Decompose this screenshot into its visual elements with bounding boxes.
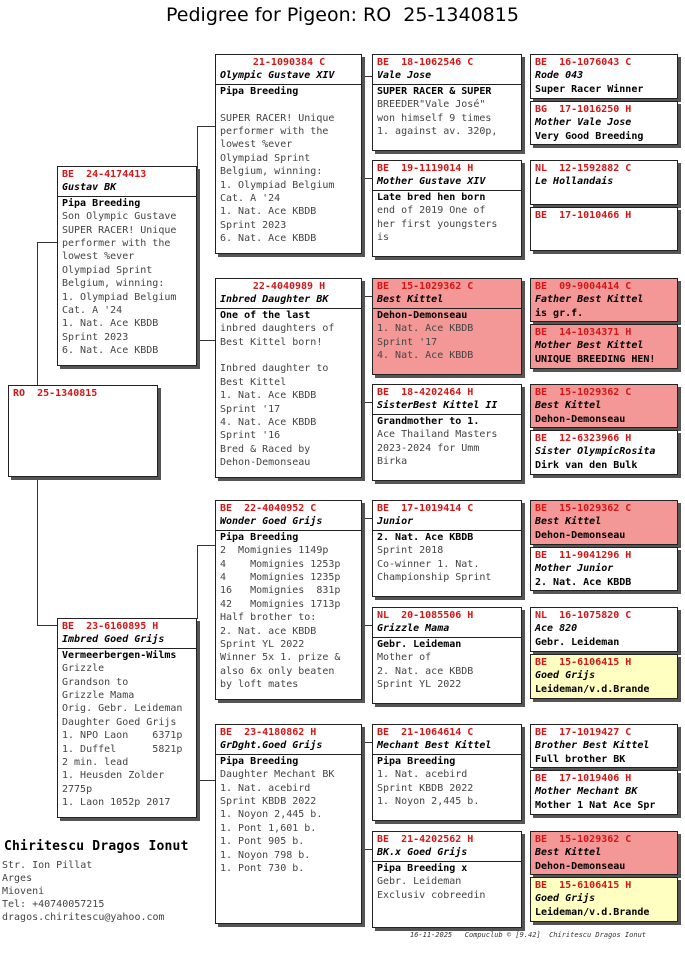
connector-line <box>37 477 38 625</box>
breeder-address-line: Arges <box>2 873 33 884</box>
great-great-grandparent-card[interactable] <box>530 607 678 652</box>
grandsire-sire-card[interactable] <box>215 54 362 254</box>
great-great-grandparent-card[interactable] <box>530 207 678 251</box>
page-title: Pedigree for Pigeon: RO 25-1340815 <box>166 4 519 26</box>
pigeon-name: Rode 043 <box>535 70 584 82</box>
pigeon-name: Vale Jose <box>373 69 521 84</box>
pigeon-owner: 2. Nat. Ace KBDB <box>377 531 474 543</box>
pigeon-owner: SUPER RACER & SUPER <box>377 85 492 97</box>
connector-line <box>197 780 215 781</box>
connector-line <box>362 296 363 402</box>
connector-line <box>362 518 372 519</box>
great-great-grandparent-card[interactable] <box>530 547 678 591</box>
great-great-grandparent-card[interactable] <box>530 384 678 428</box>
ring-number: BE 18-1062546 C <box>377 57 474 68</box>
breeder-email[interactable]: dragos.chiritescu@yahoo.com <box>2 912 165 923</box>
footer-credits: 16-11-2025 Compuclub © [9.42] Chiritescu Dragos Ionut <box>410 931 647 939</box>
great-great-grandparent-card[interactable] <box>530 654 678 699</box>
connector-line <box>362 742 372 743</box>
ring-number: BE 17-1019406 H <box>535 773 632 784</box>
ring-number: BE 15-1029362 C <box>535 387 632 398</box>
pigeon-name: Goed Grijs <box>535 893 596 905</box>
pigeon-name: Mechant Best Kittel <box>373 739 521 754</box>
connector-line <box>37 242 38 385</box>
connector-line <box>523 188 524 218</box>
ring-number: BE 09-9004414 C <box>535 281 632 292</box>
ring-number: BE 15-1029362 C <box>377 281 474 292</box>
pigeon-owner: Gebr. Leideman <box>535 636 620 648</box>
ring-number: BE 21-1064614 C <box>377 727 474 738</box>
ring-number: NL 12-1592882 C <box>535 163 632 174</box>
pigeon-notes: 1. Nat. Ace KBDB Sprint '17 4. Nat. Ace KBDB <box>377 323 474 362</box>
pigeon-name: Mother Junior <box>535 563 614 575</box>
connector-line <box>362 518 363 625</box>
connector-line <box>37 625 57 626</box>
connector-line <box>197 545 215 546</box>
great-great-grandparent-card[interactable] <box>530 430 678 475</box>
pigeon-name: Le Hollandais <box>535 176 614 188</box>
ring-number: BE 14-1034371 H <box>535 327 632 338</box>
granddam-sire-card[interactable] <box>215 278 362 478</box>
ring-number: BE 24-4174413 <box>62 169 147 180</box>
pigeon-name: Junior <box>373 515 521 530</box>
breeder-address-line: Mioveni <box>2 886 45 897</box>
connector-line <box>362 296 372 297</box>
pigeon-name: Sister OlympicRosita <box>535 446 656 458</box>
connector-line <box>523 76 524 132</box>
pigeon-owner: is gr.f. <box>535 307 584 319</box>
pigeon-owner: Leideman/v.d.Brande <box>535 683 650 695</box>
great-great-grandparent-card[interactable] <box>530 500 678 545</box>
pigeon-name: Gustav BK <box>58 181 196 196</box>
connector-line <box>362 402 372 403</box>
pigeon-name: Mother Gustave XIV <box>373 175 521 190</box>
great-great-grandparent-card[interactable] <box>530 877 678 922</box>
sire-card[interactable] <box>57 166 197 366</box>
connector-line <box>197 680 198 780</box>
connector-line <box>523 625 524 675</box>
great-great-grandparent-card[interactable] <box>530 101 678 145</box>
pigeon-notes: BREEDER"Vale José" won himself 9 times 1. against av. 320p, <box>377 99 498 138</box>
ring-number: BE 22-4040952 C <box>220 503 317 514</box>
ring-number: BE 15-6106415 H <box>535 880 632 891</box>
ring-number: BE 15-1029362 C <box>535 834 632 845</box>
pigeon-name: GrDght.Goed Grijs <box>216 739 361 754</box>
pigeon-name: Mother Mechant BK <box>535 786 638 798</box>
pigeon-owner: Dirk van den Bulk <box>535 459 638 471</box>
pigeon-owner: Pipa Breeding <box>220 85 299 97</box>
pigeon-notes: Daughter Mechant BK 1. Nat. acebird Sprint KBDB 2022 1. Noyon 2,445 b. 1. Pont 1,601 b. 1. Pont 905 b. 1. Noyon 798 b. 1. Pont 730 b. <box>220 769 335 875</box>
great-grandparent-card[interactable] <box>372 724 522 821</box>
connector-line <box>197 280 198 340</box>
pigeon-owner: Pipa Breeding <box>220 755 299 767</box>
connector-line <box>362 76 363 178</box>
grandsire-dam-card[interactable] <box>215 500 362 700</box>
ring-number: NL 20-1085506 H <box>377 610 474 621</box>
connector-line <box>362 178 372 179</box>
pigeon-name: Imbred Goed Grijs <box>58 633 196 648</box>
pigeon-owner: One of the last <box>220 309 311 321</box>
connector-line <box>523 402 524 450</box>
pigeon-owner: Mother 1 Nat Ace Spr <box>535 799 656 811</box>
pigeon-name: Mother Best Kittel <box>535 340 644 352</box>
connector-line <box>362 742 363 849</box>
pigeon-notes: Grizzle Grandson to Grizzle Mama Orig. Gebr. Leideman Daughter Goed Grijs 1. NPO Laon 6371p 1. Duffel 5821p 2 min. lead 1. Heusden Zolder 2775p 1. Laon 1052p 2017 <box>62 663 183 809</box>
pigeon-name: Goed Grijs <box>535 670 596 682</box>
pigeon-notes: SUPER RACER! Unique performer with the lowest %ever Olympiad Sprint Belgium, winning: 1. Olympiad Belgium Cat. A '24 1. Nat. Ace KBDB Sprint 2023 6. Nat. Ace KBDB <box>220 112 335 245</box>
great-great-grandparent-card[interactable] <box>530 324 678 369</box>
pigeon-notes: end of 2019 One of her first youngsters is <box>377 205 498 244</box>
granddam-dam-card[interactable] <box>215 724 362 924</box>
pigeon-owner: Pipa Breeding <box>62 197 141 209</box>
great-grandparent-card[interactable] <box>372 500 522 597</box>
ring-number: NL 16-1075820 C <box>535 610 632 621</box>
pigeon-owner: Leideman/v.d.Brande <box>535 906 650 918</box>
ring-number: BE 19-1119014 H <box>377 163 474 174</box>
ring-number: BE 17-1010466 H <box>535 210 632 221</box>
pigeon-owner: Super Racer Winner <box>535 83 644 95</box>
ring-number: BE 16-1076043 C <box>535 57 632 68</box>
connector-line <box>362 76 372 77</box>
connector-line <box>523 518 524 568</box>
pigeon-name: Brother Best Kittel <box>535 740 650 752</box>
pigeon-name: Ace 820 <box>535 623 578 635</box>
ring-number: BE 12-6323966 H <box>535 433 632 444</box>
pigeon-notes: Son Olympic Gustave SUPER RACER! Unique performer with the lowest %ever Olympiad Sprint Belgium, winning: 1. Olympiad Belgium Cat. A '24 1. Nat. Ace KBDB Sprint 2023 6. Nat. Ace KBDB <box>62 211 177 357</box>
great-grandparent-card[interactable] <box>372 384 522 481</box>
great-great-grandparent-card[interactable] <box>530 831 678 875</box>
pigeon-owner: UNIQUE BREEDING HEN! <box>535 353 656 365</box>
connector-line <box>37 242 57 243</box>
pigeon-owner: Gebr. Leideman <box>377 638 462 650</box>
connector-line <box>197 126 215 127</box>
ring-number: BE 18-4202464 H <box>377 387 474 398</box>
pigeon-owner: Late bred hen born <box>377 191 486 203</box>
great-grandparent-card[interactable] <box>372 54 522 151</box>
pigeon-name: Olympic Gustave XIV <box>216 69 361 84</box>
connector-line <box>197 340 215 341</box>
dam-card[interactable] <box>57 618 197 818</box>
pigeon-owner: Grandmother to 1. <box>377 415 480 427</box>
pigeon-name: Wonder Goed Grijs <box>216 515 361 530</box>
pigeon-name: Best Kittel <box>373 293 521 308</box>
pigeon-name: Best Kittel <box>535 516 602 528</box>
ring-number: BE 15-6106415 H <box>535 657 632 668</box>
ring-number: 21-1090384 C <box>252 57 326 68</box>
ring-number: BE 17-1019414 C <box>377 503 474 514</box>
pigeon-name: Mother Vale Jose <box>535 117 632 129</box>
pigeon-notes: 2 Momignies 1149p 4 Momignies 1253p 4 Momignies 1235p 16 Momignies 831p 42 Momignies 1713p Half brother to: 2. Nat. ace KBDB Sprint YL 2022 Winner 5x 1. prize & also 6x only beaten by loft mates <box>220 545 341 691</box>
ring-number: BE 23-4180862 H <box>220 727 317 738</box>
pigeon-name: Father Best Kittel <box>535 294 644 306</box>
breeder-info <box>2 840 189 924</box>
great-great-grandparent-card[interactable] <box>530 278 678 322</box>
pigeon-notes: Mother of 2. Nat. ace KBDB Sprint YL 2022 <box>377 652 474 691</box>
great-grandparent-card[interactable] <box>372 160 522 257</box>
connector-line <box>523 849 524 899</box>
ring-number: BE 15-1029362 C <box>535 503 632 514</box>
ring-number: 22-4040989 H <box>252 281 326 292</box>
pigeon-name: Best Kittel <box>535 847 602 859</box>
connector-line <box>523 742 524 792</box>
great-grandparent-card[interactable] <box>372 607 522 704</box>
pigeon-owner: Full brother BK <box>535 753 626 765</box>
ring-number: BE 11-9041296 H <box>535 550 632 561</box>
ring-number: BE 17-1019427 C <box>535 727 632 738</box>
pigeon-owner: Dehon-Demonseau <box>377 309 468 321</box>
breeder-name: Chiritescu Dragos Ionut <box>4 839 189 854</box>
breeder-address-line: Str. Ion Pillat <box>2 860 93 871</box>
connector-line <box>197 126 198 254</box>
pigeon-owner: Dehon-Demonseau <box>535 529 626 541</box>
pigeon-name: BK.x Goed Grijs <box>373 846 521 861</box>
pigeon-name: Grizzle Mama <box>373 622 521 637</box>
great-great-grandparent-card[interactable] <box>530 770 678 815</box>
ring-number: BG 17-1016250 H <box>535 104 632 115</box>
pigeon-name: SisterBest Kittel II <box>373 399 521 414</box>
ring-number: BE 23-6160895 H <box>62 621 159 632</box>
pigeon-owner: Pipa Breeding x <box>377 862 468 874</box>
pigeon-notes: 1. Nat. acebird Sprint KBDB 2022 1. Noyon 2,445 b. <box>377 769 480 808</box>
great-grandparent-card[interactable] <box>372 831 522 928</box>
connector-line <box>362 849 372 850</box>
pigeon-notes: inbred daughters of Best Kittel born! Inbred daughter to Best Kittel 1. Nat. Ace KBDB Sprint '17 4. Nat. Ace KBDB Sprint '16 Bred & Raced by Dehon-Demonseau <box>220 323 335 469</box>
great-great-grandparent-card[interactable] <box>530 54 678 99</box>
great-great-grandparent-card[interactable] <box>530 160 678 205</box>
pigeon-owner: Pipa Breeding <box>377 755 456 767</box>
great-great-grandparent-card[interactable] <box>530 724 678 768</box>
pigeon-owner: Pipa Breeding <box>220 531 299 543</box>
pigeon-notes: Sprint 2018 Co-winner 1. Nat. Championship Sprint <box>377 545 492 584</box>
pigeon-name: Inbred Daughter BK <box>216 293 361 308</box>
connector-line <box>523 296 524 346</box>
pigeon-name: Best Kittel <box>535 400 602 412</box>
ring-number: BE 21-4202562 H <box>377 834 474 845</box>
ring-number: RO 25-1340815 <box>13 388 98 399</box>
pigeon-owner: Dehon-Demonseau <box>535 413 626 425</box>
pigeon-notes: Gebr. Leideman Exclusiv cobreedin <box>377 876 486 901</box>
subject-pigeon-card[interactable] <box>8 385 158 477</box>
pigeon-notes: Ace Thailand Masters 2023-2024 for Umm Birka <box>377 429 498 468</box>
connector-line <box>362 625 372 626</box>
pigeon-owner: Vermeerbergen-Wilms <box>62 649 177 661</box>
connector-line <box>197 545 198 619</box>
pigeon-owner: 2. Nat. Ace KBDB <box>535 576 632 588</box>
great-grandparent-card[interactable] <box>372 278 522 375</box>
pigeon-owner: Very Good Breeding <box>535 130 644 142</box>
breeder-phone: Tel: +40740057215 <box>2 899 105 910</box>
pigeon-owner: Dehon-Demonseau <box>535 860 626 872</box>
